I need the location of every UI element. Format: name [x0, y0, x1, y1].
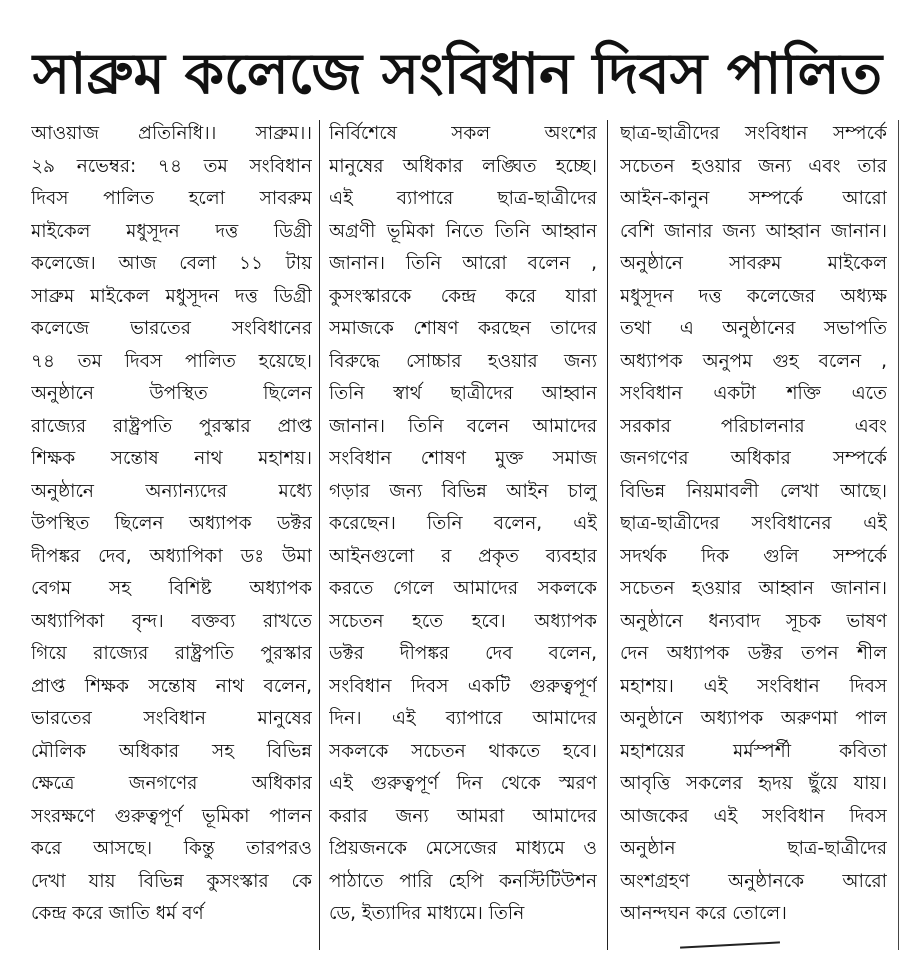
article-text-line: আজকের এই সংবিধান দিবস	[620, 805, 887, 827]
article-text-line: মধুসূদন দত্ত কলেজের অধ্যক্ষ	[620, 285, 887, 307]
article-text-line: অনুষ্ঠান ছাত্র-ছাত্রীদের	[620, 838, 887, 859]
article-text-line: সচেতন হওয়ার আহ্বান জানান।	[620, 578, 887, 599]
article-text-line: মৌলিক অধিকার সহ বিভিন্ন	[31, 740, 312, 762]
article-text-line: প্রিয়জনকে মেসেজের মাধ্যমে ও	[329, 838, 597, 859]
article-text-line: মাইকেল মধুসূদন দত্ত ডিগ্রী	[31, 220, 312, 242]
article-text-line: নির্বিশেষে সকল অংশের	[329, 123, 597, 144]
article-text-line: তথা এ অনুষ্ঠানের সভাপতি	[620, 318, 887, 339]
article-text-line: আইন-কানুন সম্পর্কে আরো	[620, 188, 887, 209]
article-text-line: সচেতন হওয়ার জন্য এবং তার	[620, 155, 887, 177]
article-text-line: করেছেন। তিনি বলেন, এই	[329, 513, 597, 534]
article-text-line: বেশি জানার জন্য আহ্বান জানান।	[620, 220, 887, 242]
article-text-line: ডক্টর দীপঙ্কর দেব বলেন,	[329, 643, 597, 664]
article-text-line: বিরুদ্ধে সোচ্চার হওয়ার জন্য	[329, 350, 597, 372]
article-text-line: শিক্ষক সন্তোষ নাথ মহাশয়।	[31, 448, 312, 469]
article-text-line: রাজ্যের রাষ্ট্রপতি পুরস্কার প্রাপ্ত	[31, 415, 312, 437]
article-text-line: উপস্থিত ছিলেন অধ্যাপক ডক্টর	[31, 513, 312, 534]
column-divider	[607, 120, 608, 950]
article-text-line: কেন্দ্র করে জাতি ধর্ম বর্ণ	[31, 903, 204, 924]
article-text-line: ছাত্র-ছাত্রীদের সংবিধান সম্পর্কে	[620, 123, 887, 144]
article-text-line: ডে, ইত্যাদির মাধ্যমে। তিনি	[329, 903, 525, 924]
article-text-line: তিনি স্বার্থ ছাত্রীদের আহ্বান	[329, 383, 597, 404]
article-text-line: অগ্রণী ভূমিকা নিতে তিনি আহ্বান	[329, 220, 597, 242]
article-text-line: সংরক্ষণে গুরুত্বপূর্ণ ভূমিকা পালন	[31, 805, 312, 827]
article-text-line: কুসংস্কারকে কেন্দ্র করে যারা	[329, 285, 597, 307]
article-text-line: ৭৪ তম দিবস পালিত হয়েছে।	[31, 350, 312, 372]
article-text-line: কলেজে ভারতের সংবিধানের	[31, 318, 312, 339]
article-text-line: সরকার পরিচালনার এবং	[620, 415, 887, 437]
article-text-line: এই ব্যাপারে ছাত্র-ছাত্রীদের	[329, 188, 597, 209]
article-column-1	[31, 118, 312, 931]
cropped-next-article-mark	[680, 941, 780, 948]
article-text-line: দীপঙ্কর দেব, অধ্যাপিকা ডঃ উমা	[31, 545, 312, 567]
article-text-line: পাঠাতে পারি হেপি কনস্টিটিউশন	[329, 870, 597, 892]
page-edge-rule	[898, 120, 899, 950]
article-text-line: সংবিধান একটা শক্তি এতে	[620, 383, 887, 404]
article-text-line: জানান। তিনি বলেন আমাদের	[329, 415, 597, 437]
article-text-line: অনুষ্ঠানে উপস্থিত ছিলেন	[31, 383, 312, 404]
article-text-line: সাব্রুম মাইকেল মধুসূদন দত্ত ডিগ্রী	[31, 285, 312, 307]
article-text-line: ক্ষেত্রে জনগণের অধিকার	[31, 773, 312, 794]
article-text-line: প্রাপ্ত শিক্ষক সন্তোষ নাথ বলেন,	[31, 675, 312, 697]
article-text-line: ছাত্র-ছাত্রীদের সংবিধানের এই	[620, 513, 887, 534]
article-text-line: এই গুরুত্বপূর্ণ দিন থেকে স্মরণ	[329, 773, 597, 794]
article-text-line: দেন অধ্যাপক ডক্টর তপন শীল	[620, 643, 887, 664]
article-text-line: জনগণের অধিকার সম্পর্কে	[620, 448, 887, 469]
article-text-line: মানুষের অধিকার লঙ্ঘিত হচ্ছে।	[329, 155, 597, 177]
article-text-line: দেখা যায় বিভিন্ন কুসংস্কার কে	[31, 870, 312, 892]
article-text-line: অধ্যাপক অনুপম গুহ বলেন ,	[620, 350, 887, 372]
article-text-line: গড়ার জন্য বিভিন্ন আইন চালু	[329, 480, 597, 502]
article-text-line: সমাজকে শোষণ করছেন তাদের	[329, 318, 597, 339]
article-text-line: দিন। এই ব্যাপারে আমাদের	[329, 708, 597, 729]
article-text-line: করতে গেলে আমাদের সকলকে	[329, 578, 597, 599]
article-text-line: আইনগুলো র প্রকৃত ব্যবহার	[329, 545, 597, 567]
article-text-line: আওয়াজ প্রতিনিধি।। সাব্রুম।।	[31, 123, 312, 144]
article-text-line: আনন্দঘন করে তোলে।	[620, 903, 787, 924]
article-text-line: অনুষ্ঠানে অধ্যাপক অরুণমা পাল	[620, 708, 887, 729]
article-text-line: মহাশয়। এই সংবিধান দিবস	[620, 675, 887, 697]
article-text-line: করার জন্য আমরা আমাদের	[329, 805, 597, 827]
column-divider	[319, 120, 320, 950]
article-text-line: অধ্যাপিকা বৃন্দ। বক্তব্য রাখতে	[31, 610, 312, 632]
article-column-3	[620, 118, 887, 931]
article-text-line: ভারতের সংবিধান মানুষের	[31, 708, 312, 729]
article-text-line: সকলকে সচেতন থাকতে হবে।	[329, 740, 597, 762]
article-column-2	[329, 118, 597, 931]
headline: সাব্রুম কলেজে সংবিধান দিবস পালিত	[32, 42, 883, 107]
article-text-line: বেগম সহ বিশিষ্ট অধ্যাপক	[31, 578, 312, 599]
article-text-line: অনুষ্ঠানে সাবরুম মাইকেল	[620, 253, 887, 274]
article-text-line: করে আসছে। কিন্তু তারপরও	[31, 838, 312, 859]
article-text-line: মহাশয়ের মর্মস্পর্শী কবিতা	[620, 740, 887, 762]
article-text-line: সচেতন হতে হবে। অধ্যাপক	[329, 610, 597, 632]
article-text-line: দিবস পালিত হলো সাবরুম	[31, 188, 312, 209]
article-text-line: সংবিধান শোষণ মুক্ত সমাজ	[329, 448, 597, 469]
article-text-line: কলেজে। আজ বেলা ১১ টায়	[31, 253, 312, 274]
article-text-line: ২৯ নভেম্বর: ৭৪ তম সংবিধান	[31, 155, 312, 177]
article-text-line: অনুষ্ঠানে অন্যান্যদের মধ্যে	[31, 480, 312, 502]
article-text-line: গিয়ে রাজ্যের রাষ্ট্রপতি পুরস্কার	[31, 643, 312, 664]
article-text-line: সংবিধান দিবস একটি গুরুত্বপূর্ণ	[329, 675, 597, 697]
article-text-line: সদর্থক দিক গুলি সম্পর্কে	[620, 545, 887, 567]
article-text-line: জানান। তিনি আরো বলেন ,	[329, 253, 597, 274]
article-text-line: বিভিন্ন নিয়মাবলী লেখা আছে।	[620, 480, 887, 502]
article-text-line: অংশগ্রহণ অনুষ্ঠানকে আরো	[620, 870, 887, 892]
article-text-line: অনুষ্ঠানে ধন্যবাদ সূচক ভাষণ	[620, 610, 887, 632]
article-text-line: আবৃত্তি সকলের হৃদয় ছুঁয়ে যায়।	[620, 773, 887, 794]
